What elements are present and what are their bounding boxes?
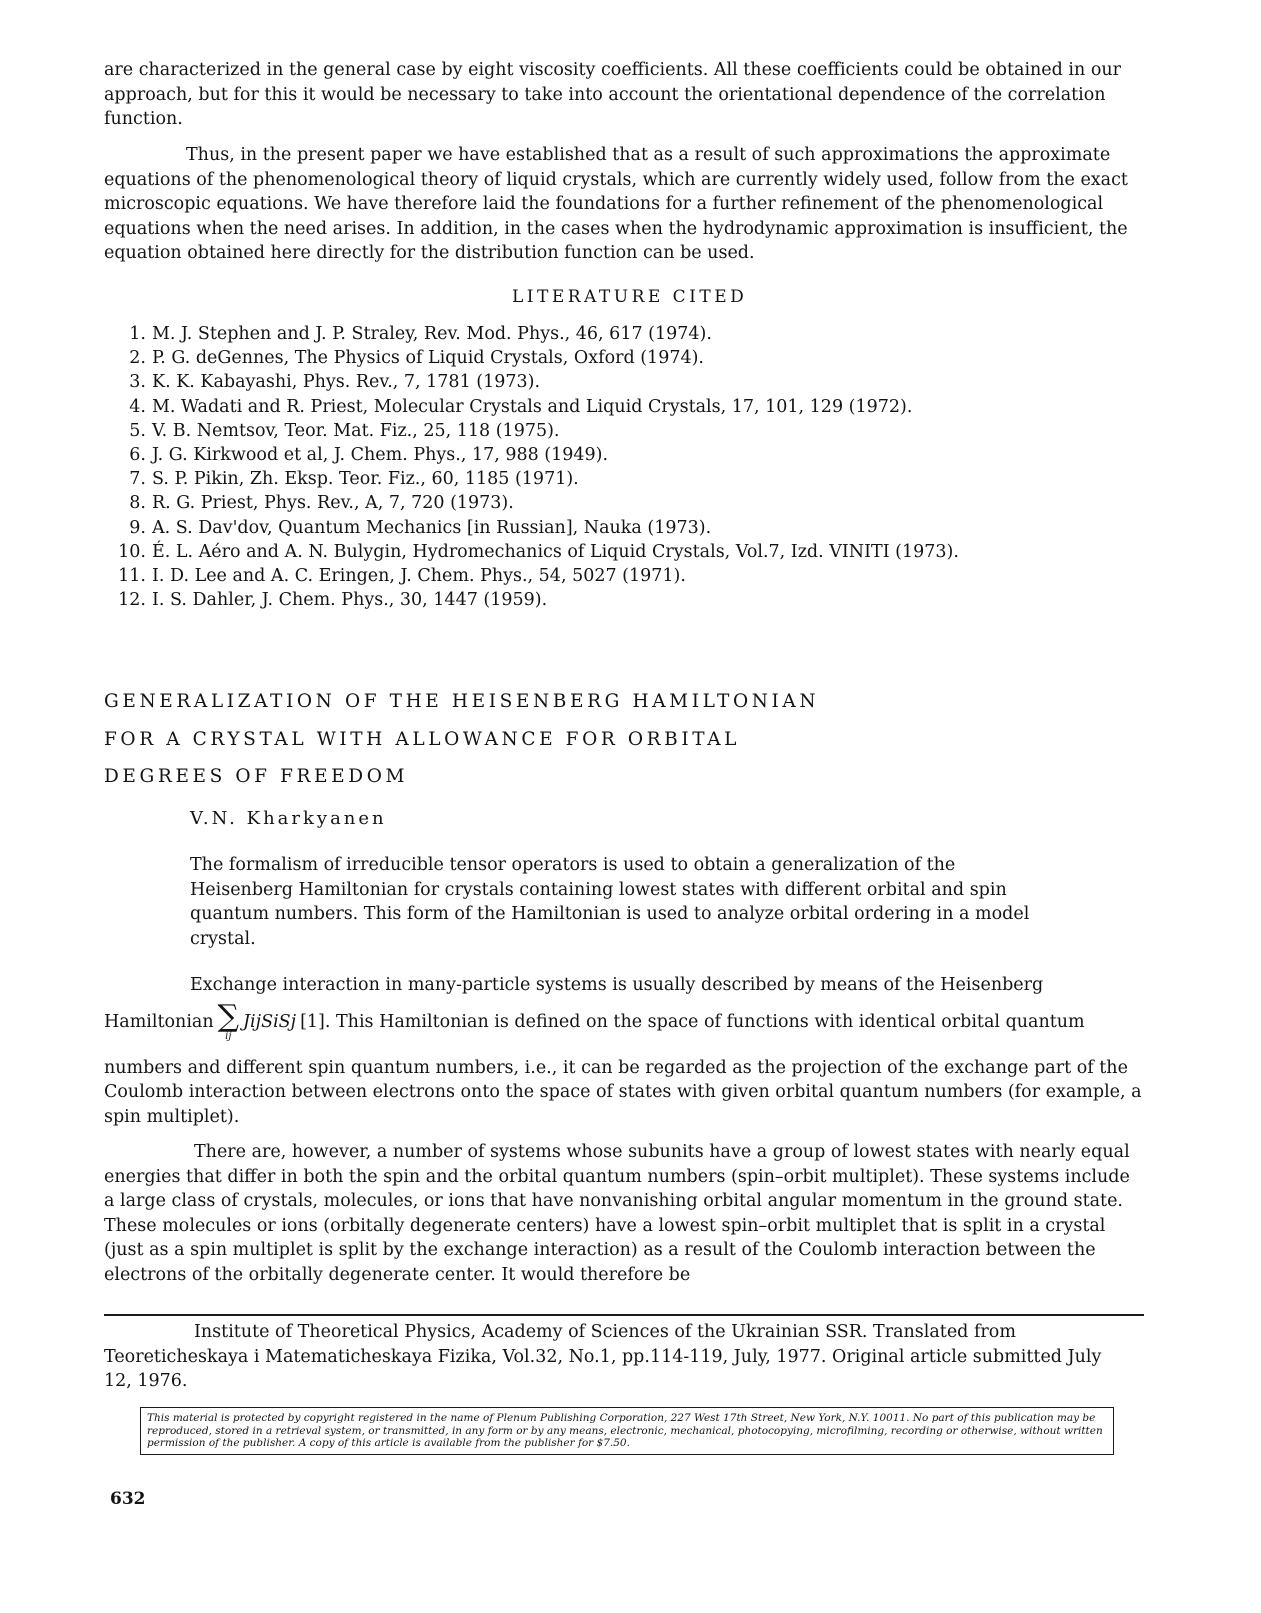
title-line: DEGREES OF FREEDOM: [104, 766, 409, 787]
reference-text: S. P. Pikin, Zh. Eksp. Teor. Fiz., 60, 1185 (1971).: [152, 469, 579, 490]
reference-text: J. G. Kirkwood et al, J. Chem. Phys., 17, 988 (1949).: [152, 445, 609, 466]
reference-text: M. J. Stephen and J. P. Straley, Rev. Mod. Phys., 46, 617 (1974).: [152, 324, 712, 344]
abstract: [190, 853, 1030, 951]
hamiltonian-line: [104, 998, 1144, 1042]
conclusion-text: Thus, in the present paper we have established that as a result of such approximations the approximate equations of the phenomenological theory of liquid crystals, which are currently widely used, follow from the exact microscopic equations. We have therefore laid the foundations for a further refinement of the phenomenological equations when the need arises. In addition, in the cases when the hydrodynamic approximation is insufficient, the equation obtained here directly for the distribution function can be used.: [104, 145, 1128, 263]
reference-item: [104, 395, 1104, 419]
para1-rest: numbers and different spin quantum numbers, i.e., it can be regarded as the projection of the exchange part of the Coulomb interaction between electrons onto the space of states with given orbital quantum numbers (for example, a spin multiplet).: [104, 1057, 1142, 1127]
conclusion-paragraph: [104, 143, 1134, 266]
literature-heading: LITERATURE CITED: [512, 287, 748, 307]
reference-text: P. G. deGennes, The Physics of Liquid Crystals, Oxford (1974).: [152, 348, 704, 369]
reference-item: [104, 443, 1104, 467]
title-line: FOR A CRYSTAL WITH ALLOWANCE FOR ORBITAL: [104, 728, 741, 750]
reference-text: I. D. Lee and A. C. Eringen, J. Chem. Phys., 54, 5027 (1971).: [152, 566, 686, 587]
footnote-text: Institute of Theoretical Physics, Academy of Sciences of the Ukrainian SSR. Translated from Teoreticheskaya i Matematicheskaya Fizika, Vol.32, No.1, pp.114-119, July, 1977. Original article submitted July 12, 1976.: [104, 1322, 1102, 1391]
hamiltonian-expression: JijSiSj: [243, 1011, 297, 1032]
reference-item: [104, 419, 1104, 443]
copyright-notice: [140, 1407, 1114, 1455]
para1-after-expr: [1]. This Hamiltonian is defined on the space of functions with identical orbital quantum: [300, 1011, 1085, 1032]
reference-number: 1.: [129, 324, 146, 344]
reference-list: [104, 322, 1104, 612]
reference-text: K. K. Kabayashi, Phys. Rev., 7, 1781 (1973).: [152, 372, 541, 393]
reference-item: [104, 588, 1104, 612]
reference-number: 10.: [118, 541, 146, 562]
reference-text: R. G. Priest, Phys. Rev., A, 7, 720 (1973).: [152, 493, 514, 514]
reference-number: 3.: [129, 372, 146, 393]
reference-item: [104, 516, 1104, 540]
reference-item: [104, 346, 1104, 370]
article-author: V.N. Kharkyanen: [190, 808, 387, 829]
reference-number: 8.: [129, 493, 146, 514]
sum-index: ij: [225, 1030, 232, 1042]
reference-item: [104, 322, 1104, 346]
reference-text: M. Wadati and R. Priest, Molecular Crystals and Liquid Crystals, 17, 101, 129 (1972).: [152, 396, 913, 417]
intro-paragraph: [104, 58, 1134, 132]
reference-number: 4.: [129, 396, 146, 417]
reference-number: 7.: [129, 469, 146, 490]
body-paragraph-2: [104, 1140, 1134, 1287]
footnote-divider: [104, 1314, 1144, 1316]
copyright-text: This material is protected by copyright registered in the name of Plenum Publishing Corporation, 227 West 17th Street, New York, N.Y. 10011. No part of this publication may be reproduced, stored in a retrieval system, or transmitted, in any form or by any means, electronic, mechanical, photocopying, microfilming, recording or otherwise, without written permission of the publisher. A copy of this article is available from the publisher for $7.50.: [147, 1412, 1103, 1449]
sum-symbol: [217, 998, 240, 1042]
footnote: [104, 1320, 1134, 1394]
reference-item: [104, 540, 1104, 564]
article-title: [104, 683, 819, 796]
abstract-text: The formalism of irreducible tensor operators is used to obtain a generalization of the Heisenberg Hamiltonian for crystals containing lowest states with different orbital and spin quantum numbers. This form of the Hamiltonian is used to analyze orbital ordering in a model crystal.: [190, 855, 1030, 949]
sigma-glyph: ∑: [217, 998, 240, 1034]
title-line: GENERALIZATION OF THE HEISENBERG HAMILTONIAN: [104, 691, 820, 712]
para1-start: Exchange interaction in many-particle systems is usually described by means of the Heisenberg: [190, 975, 1044, 995]
body-paragraph-1: [104, 973, 1144, 1129]
reference-item: [104, 467, 1104, 491]
page-number: 632: [110, 1489, 146, 1509]
reference-number: 5.: [129, 420, 146, 441]
reference-item: [104, 370, 1104, 394]
hamiltonian-label: Hamiltonian: [104, 1011, 214, 1032]
para2-text: There are, however, a number of systems whose subunits have a group of lowest states with nearly equal energies that differ in both the spin and the orbital quantum numbers (spin–orbit multiplet). These systems include a large class of crystals, molecules, or ions that have nonvanishing orbital angular momentum in the ground state. These molecules or ions (orbitally degenerate centers) have a lowest spin–orbit multiplet that is split in a crystal (just as a spin multiplet is split by the exchange interaction) as a result of the Coulomb interaction between the electrons of the orbitally degenerate center. It would therefore be: [104, 1142, 1130, 1285]
reference-number: 6.: [129, 445, 146, 466]
reference-number: 9.: [129, 517, 146, 538]
intro-text: are characterized in the general case by eight viscosity coefficients. All these coefficients could be obtained in our approach, but for this it would be necessary to take into account the orientational dependence of the correlation function.: [104, 60, 1122, 129]
reference-text: A. S. Dav'dov, Quantum Mechanics [in Russian], Nauka (1973).: [152, 517, 712, 538]
reference-number: 2.: [129, 348, 146, 369]
reference-number: 12.: [118, 590, 146, 611]
reference-item: [104, 491, 1104, 515]
reference-item: [104, 564, 1104, 588]
reference-number: 11.: [118, 566, 146, 587]
reference-text: É. L. Aéro and A. N. Bulygin, Hydromechanics of Liquid Crystals, Vol.7, Izd. VINITI (1973).: [152, 541, 959, 562]
reference-text: I. S. Dahler, J. Chem. Phys., 30, 1447 (1959).: [152, 590, 548, 611]
reference-text: V. B. Nemtsov, Teor. Mat. Fiz., 25, 118 (1975).: [152, 420, 560, 441]
